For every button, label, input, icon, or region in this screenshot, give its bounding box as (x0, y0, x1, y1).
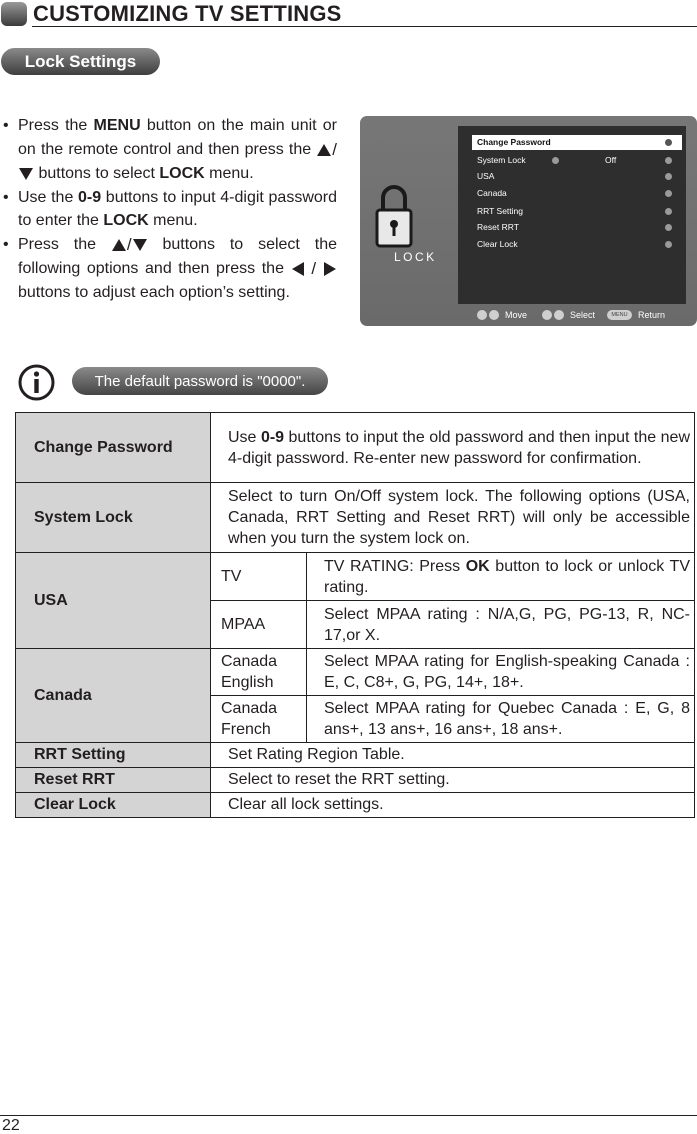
sub-description: Select MPAA rating for Quebec Canada : E, G, 8 ans+, 13 ans+, 16 ans+, 18 ans+. (307, 696, 695, 743)
left-arrow-icon (292, 262, 304, 276)
row-header: System Lock (16, 483, 211, 553)
table-row (16, 768, 695, 793)
up-arrow-icon (112, 239, 126, 251)
footer-rule (0, 1115, 697, 1116)
chevron-right-icon (665, 208, 672, 215)
lock-label: LOCK (394, 250, 437, 264)
right-arrow-icon (324, 262, 336, 276)
header-rule (32, 26, 697, 27)
chevron-right-icon (665, 157, 672, 164)
row-description: Select to reset the RRT setting. (211, 768, 695, 793)
sub-description: Select MPAA rating : N/A,G, PG, PG-13, R, NC-17,or X. (307, 601, 695, 649)
row-header: Canada (16, 649, 211, 743)
lock-settings-table (15, 412, 695, 818)
instruction-text: Press the MENU button on the main unit or on the remote control and then press the / buttons to select LOCK menu. (18, 117, 338, 182)
up-key-icon (477, 310, 487, 320)
chevron-left-icon (552, 157, 559, 164)
instruction-list (1, 114, 337, 305)
sub-label: Canada French (211, 696, 307, 743)
row-description: Use 0-9 buttons to input the old password and then input the new 4-digit password. Re-enter new password for confirmation. (211, 413, 695, 483)
row-header: Clear Lock (16, 793, 211, 818)
table-row (16, 413, 695, 483)
instruction-item (1, 114, 337, 186)
menu-item-clear-lock: Clear Lock (472, 237, 682, 252)
chevron-right-icon (665, 139, 672, 146)
tv-menu-screenshot (360, 116, 697, 326)
left-key-icon (542, 310, 552, 320)
sub-description: Select MPAA rating for English-speaking Canada : E, C, C8+, G, PG, 14+, 18+. (307, 649, 695, 696)
sub-description: TV RATING: Press OK button to lock or unlock TV rating. (307, 553, 695, 601)
tv-hint-bar (360, 306, 697, 326)
chevron-right-icon (665, 224, 672, 231)
row-description: Set Rating Region Table. (211, 743, 695, 768)
sub-label: TV (211, 553, 307, 601)
menu-key-icon: MENU (607, 310, 632, 320)
chevron-right-icon (665, 241, 672, 248)
menu-item-usa: USA (472, 169, 682, 184)
bullet-dot: • (3, 236, 9, 254)
lock-menu-panel (458, 126, 686, 304)
sub-label: Canada English (211, 649, 307, 696)
right-key-icon (554, 310, 564, 320)
bullet-dot: • (3, 188, 9, 206)
chevron-right-icon (665, 173, 672, 180)
table-row (16, 649, 695, 696)
table-row (16, 483, 695, 553)
bullet-dot: • (3, 117, 9, 134)
table-row (16, 793, 695, 818)
row-header: USA (16, 553, 211, 649)
down-arrow-icon (133, 239, 147, 251)
header-badge (1, 2, 27, 26)
table-row (16, 743, 695, 768)
menu-item-change-password: Change Password (472, 135, 682, 150)
menu-item-canada: Canada (472, 186, 682, 201)
sub-label: MPAA (211, 601, 307, 649)
row-description: Clear all lock settings. (211, 793, 695, 818)
menu-item-rrt-setting: RRT Setting (472, 204, 682, 219)
hint-move: Move (505, 310, 528, 320)
row-header: Reset RRT (16, 768, 211, 793)
row-description: Select to turn On/Off system lock. The following options (USA, Canada, RRT Setting and Reset RRT) will only be accessible when you turn the system lock on. (211, 483, 695, 553)
table-row (16, 553, 695, 601)
page-number: 22 (2, 1117, 20, 1134)
chevron-right-icon (665, 190, 672, 197)
padlock-icon (374, 178, 414, 248)
menu-item-reset-rrt: Reset RRT (472, 220, 682, 235)
page-title: CUSTOMIZING TV SETTINGS (33, 1, 342, 26)
info-icon (18, 364, 55, 401)
section-label: Lock Settings (1, 48, 160, 75)
instruction-text: Press the / buttons to select the following options and then press the / buttons to adjust each option’s setting. (18, 235, 337, 301)
default-password-note: The default password is "0000". (72, 367, 328, 395)
hint-select: Select (570, 310, 596, 320)
hint-return: Return (638, 310, 666, 320)
up-arrow-icon (317, 144, 331, 156)
row-header: Change Password (16, 413, 211, 483)
menu-item-system-lock: System Lock Off (472, 153, 682, 168)
down-arrow-icon (19, 168, 33, 180)
row-header: RRT Setting (16, 743, 211, 768)
instruction-item (1, 233, 337, 305)
down-key-icon (489, 310, 499, 320)
instruction-item (1, 186, 337, 234)
instruction-text: Use the 0-9 buttons to input 4-digit password to enter the LOCK menu. (18, 188, 337, 230)
